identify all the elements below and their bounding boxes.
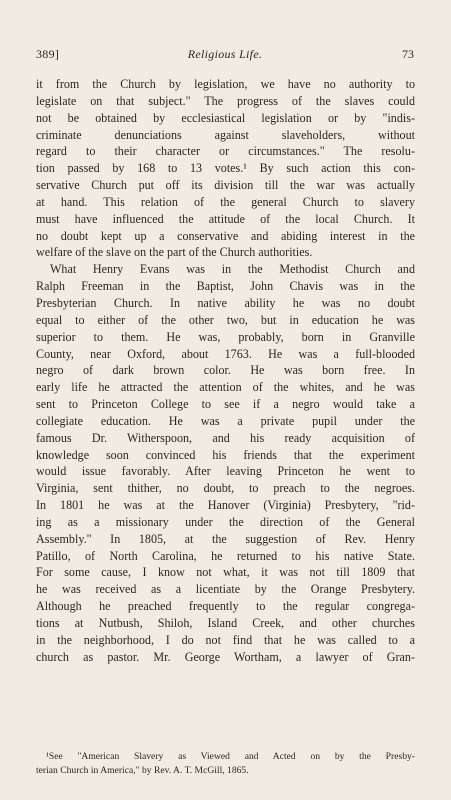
text-line: legislate on that subject." The progress of the slaves could [36, 93, 415, 108]
text-line: early life he attracted the attention of the whites, and he was [36, 380, 415, 395]
text-line: in the neighborhood, I do not find that he was called to a [36, 632, 415, 647]
text-line: it from the Church by legislation, we have no authority to [36, 77, 415, 91]
text-line: What Henry Evans was in the Methodist Church and [50, 262, 415, 277]
text-line: famous Dr. Witherspoon, and his ready acquisition of [36, 430, 415, 445]
text-line: must have influenced the attitude of the local Church. It [36, 211, 415, 226]
running-header [36, 46, 414, 62]
footnote-line: ¹See "American Slavery as Viewed and Acted on by the Presby- [46, 751, 415, 762]
text-line: servative Church put off its division till the war was actually [36, 178, 415, 193]
text-line: tions at Nutbush, Shiloh, Island Creek, and other churches [36, 616, 415, 630]
text-line: Patillo, of North Carolina, he returned to his native State. [36, 548, 415, 563]
text-line: In 1801 he was at the Hanover (Virginia) Presbytery, "rid- [36, 498, 415, 513]
text-line: Although he preached frequently to the regular congrega- [36, 599, 415, 614]
text-line: For some cause, I know not what, it was not till 1809 that [36, 565, 415, 580]
text-line: Assembly." In 1805, at the suggestion of Rev. Henry [36, 531, 415, 546]
text-line: criminate denunciations against slaveholders, without [36, 127, 415, 142]
page-number: 73 [402, 47, 414, 61]
text-line: would issue favorably. After leaving Princeton he went to [36, 464, 415, 479]
text-line: regard to their character or circumstances." The resolu- [36, 144, 415, 159]
text-line: at hand. This relation of the general Church to slavery [36, 194, 415, 209]
text-line: welfare of the slave on the part of the Church authorities. [36, 245, 313, 260]
header-title: Religious Life. [187, 47, 263, 61]
text-line: not be obtained by ecclesiastical legislation or by "indis- [36, 110, 415, 125]
header-section-marker: 389] [36, 47, 60, 61]
text-line: County, near Oxford, about 1763. He was a full-blooded [36, 346, 415, 361]
text-line: tion passed by 168 to 13 votes.¹ By such action this con- [36, 161, 415, 176]
text-line: Virginia, sent thither, no doubt, to preach to the negroes. [36, 481, 415, 496]
text-line: Presbyterian Church. In native ability he was no doubt [36, 295, 415, 310]
text-line: ing as a missionary under the direction of the General [36, 514, 415, 529]
text-line: negro of dark brown color. He was born free. In [36, 363, 415, 378]
text-line: sent to Princeton College to see if a negro would take a [36, 397, 415, 412]
text-line: knowledge soon convinced his friends that the experiment [36, 447, 415, 462]
text-line: equal to either of the other two, but in education he was [36, 312, 415, 327]
text-line: collegiate education. He was a private pupil under the [36, 413, 415, 428]
text-line: he was received as a licentiate by the Orange Presbytery. [36, 582, 415, 597]
text-line: no doubt kept up a conservative and abiding interest in the [36, 228, 415, 243]
footnote-line: terian Church in America," by Rev. A. T. McGill, 1865. [36, 765, 249, 776]
text-line: church as pastor. Mr. George Wortham, a lawyer of Gran- [36, 649, 415, 664]
footnote [36, 750, 415, 778]
text-line: superior to them. He was, probably, born in Granville [36, 329, 415, 344]
text-line: Ralph Freeman in the Baptist, John Chavis was in the [36, 279, 415, 294]
body-text [36, 76, 415, 666]
